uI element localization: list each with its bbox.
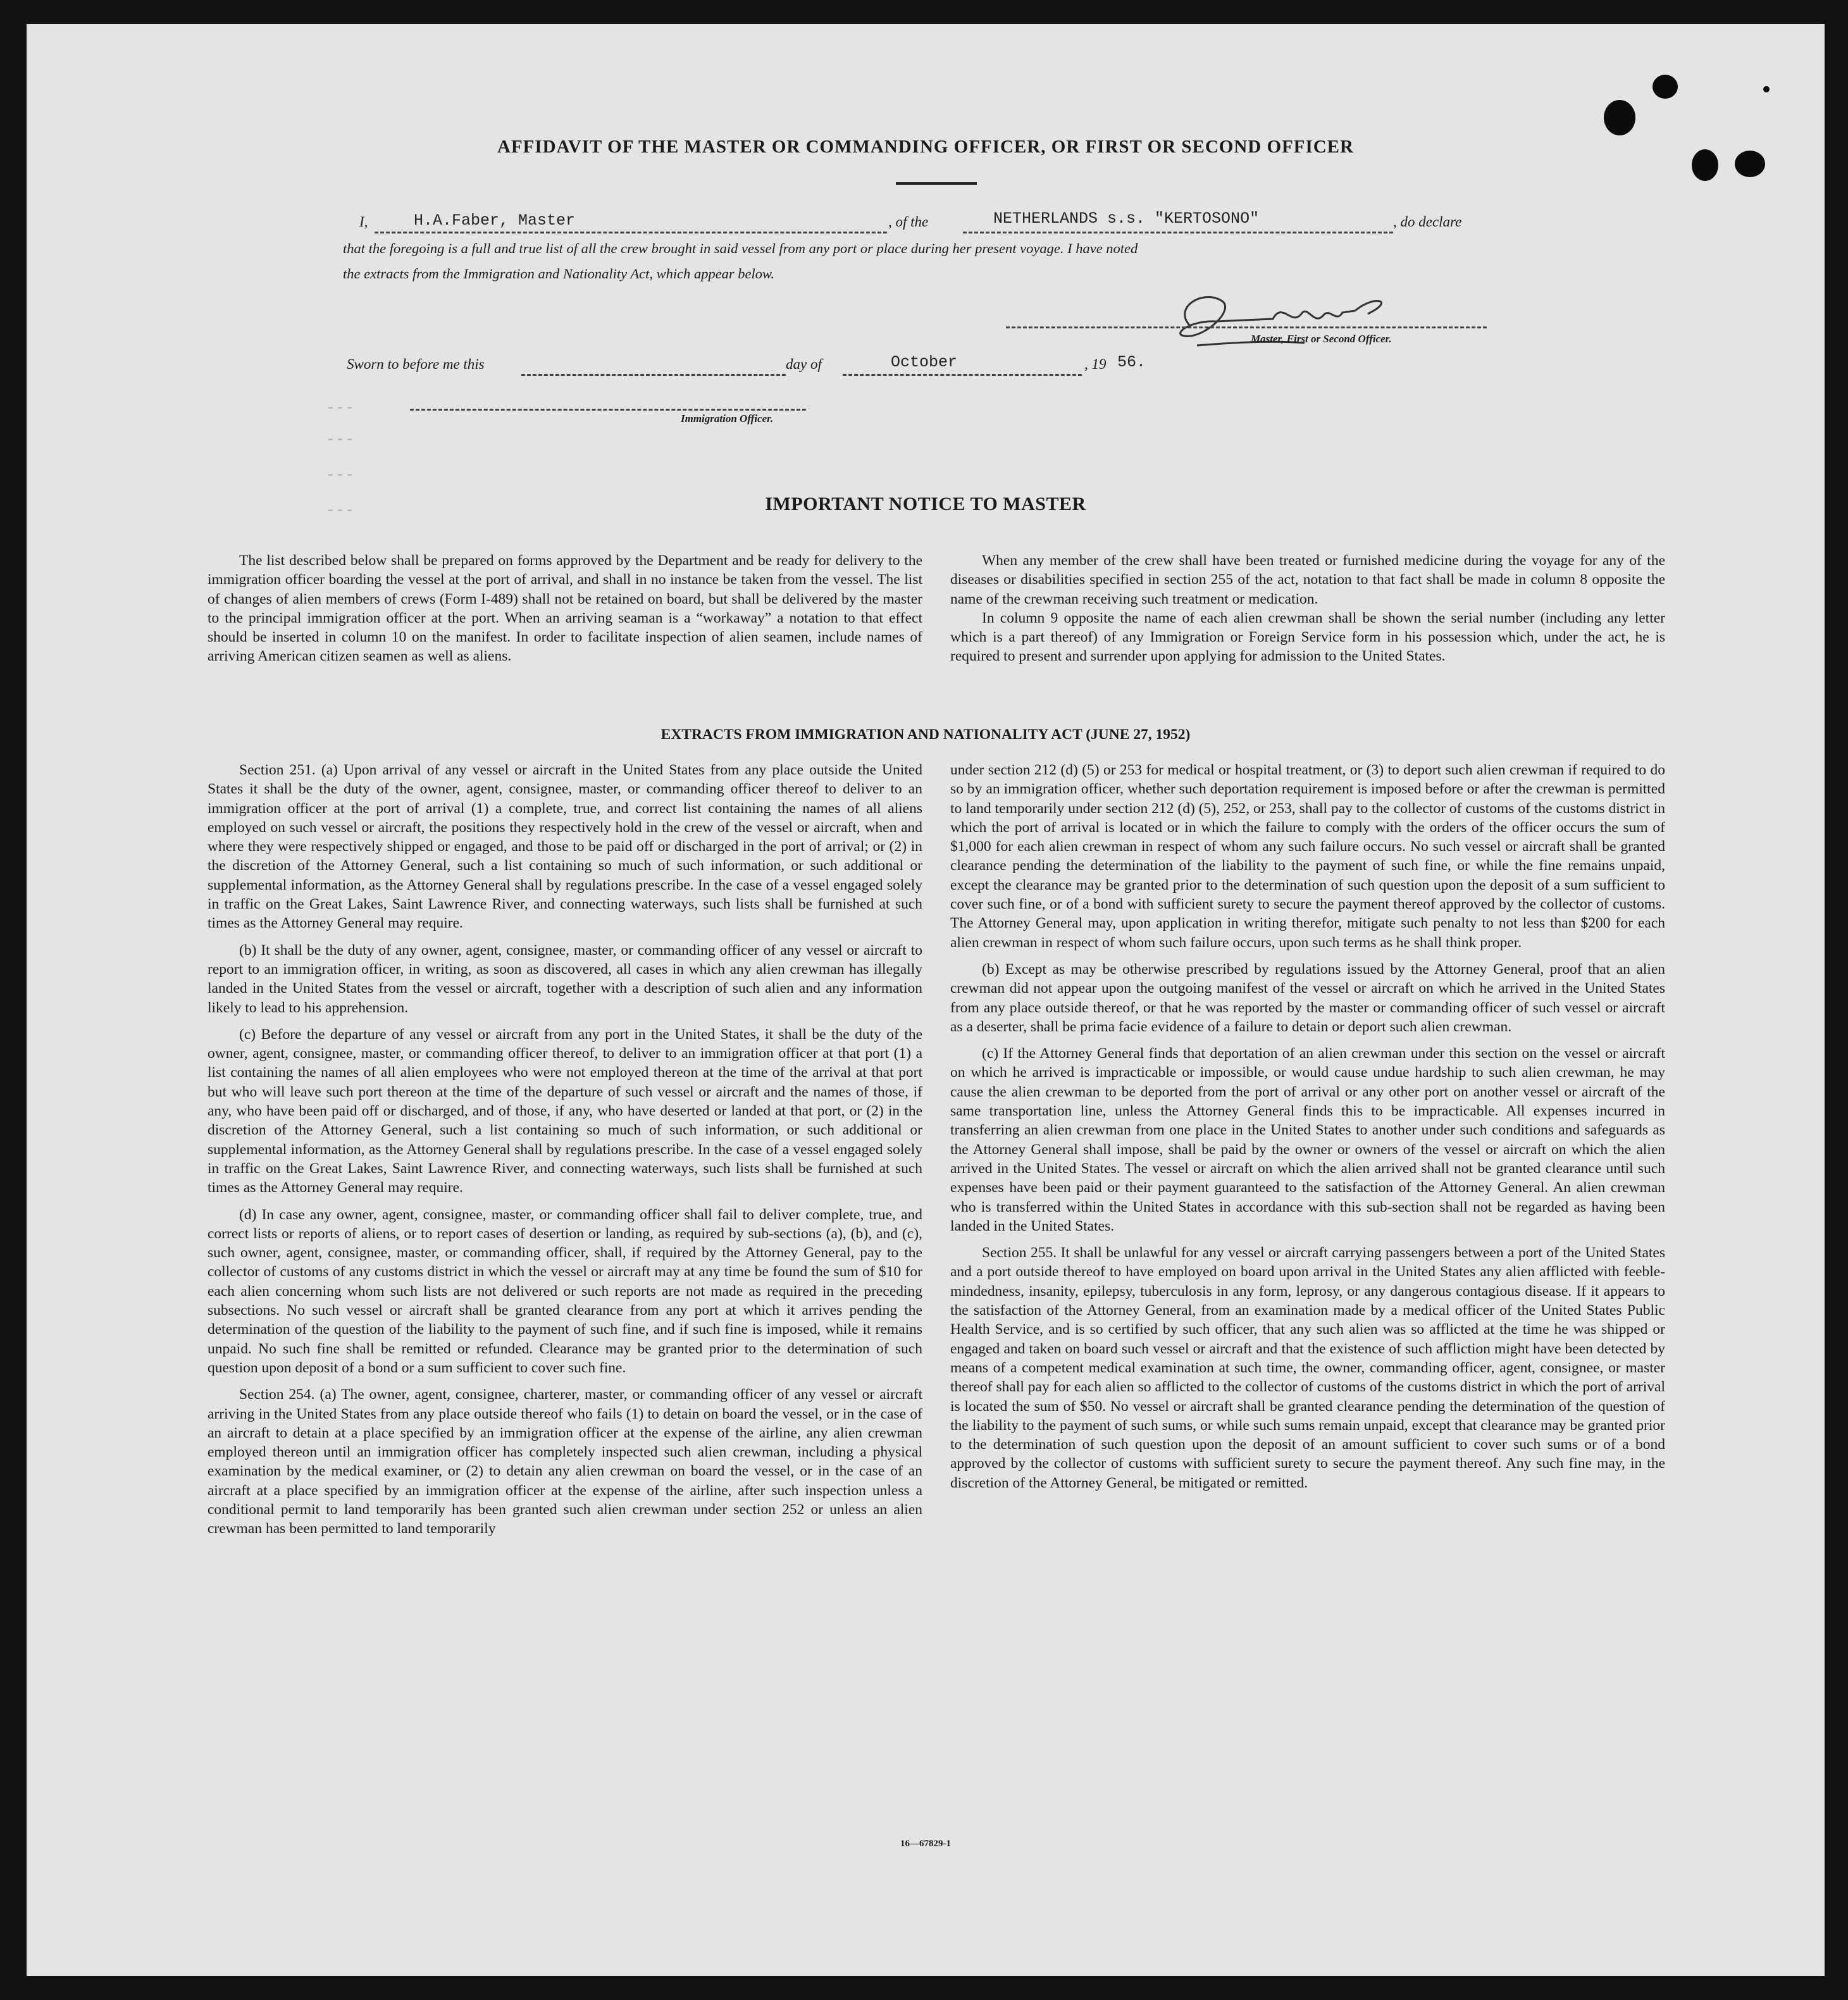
vessel-name-line <box>963 232 1393 233</box>
vessel-name-value: NETHERLANDS s.s. "KERTOSONO" <box>993 209 1260 228</box>
sworn-month-line <box>843 374 1082 376</box>
extracts-right-column <box>950 761 1665 1493</box>
ink-blot <box>1653 75 1678 99</box>
notice-title: IMPORTANT NOTICE TO MASTER <box>765 494 1086 514</box>
master-signature <box>1146 282 1437 358</box>
section-251-b: (b) It shall be the duty of any owner, agent, consignee, master, or commanding officer of any vessel or aircraft to report to an immigration officer, in writing, as soon as discovered, all cases in which any alien crewman has illegally landed in the United States from the vessel or aircraft, together with a description of such alien and any information likely to lead to his apprehension. <box>208 941 922 1016</box>
declaration-text-line2: the extracts from the Immigration and Nationality Act, which appear below. <box>343 266 775 282</box>
declaration-of-the-label: , of the <box>888 214 929 230</box>
section-251-d: (d) In case any owner, agent, consignee, master, or commanding officer shall fail to deliver complete, true, and correct lists or reports of aliens, or to report cases of desertion or landing, as required by sub-sections (a), (b), and (c), such owner, agent, consignee, master, or commanding officer, shall, if required by the Attorney General, pay to the collector of customs of any customs district in which the vessel or aircraft may at any time be found the sum of $10 for each alien concerning whom such lists are not delivered or such reports are not made as required in the preceding subsections. No such vessel or aircraft shall be granted clearance from any port at which it arrives pending the determination of the question of the liability to the payment of such fine, and if such fine is imposed, while it remains unpaid. No such fine shall be remitted or refunded. Clearance may be granted prior to the determination of such question upon deposit of a bond or a sum sufficient to cover such fine. <box>208 1206 922 1376</box>
notice-left-paragraph: The list described below shall be prepared on forms approved by the Department and be ready for delivery to the immigration officer boarding the vessel at the port of arrival, and shall in no instance be taken from the vessel. The list of changes of alien members of crews (Form I-489) shall not be retained on board, but shall be delivered by the master to the principal immigration officer at the port. When an arriving seaman is a “workaway” a notation to that effect should be inserted in column 10 on the manifest. In order to facilitate inspection of alien seamen, include names of arriving American citizen seamen as well as aliens. <box>208 552 922 665</box>
ink-blot <box>1763 86 1770 92</box>
notice-right-paragraph-2: In column 9 opposite the name of each alien crewman shall be shown the serial number (including any letter which is a part thereof) of any Immigration or Foreign Service form in his possession which, under the act, he is required to present and surrender upon applying for admission to the United States. <box>950 609 1665 665</box>
extracts-left-column <box>208 761 922 1539</box>
notice-right-paragraph-1: When any member of the crew shall have been treated or furnished medicine during the voyage for any of the diseases or disabilities specified in section 255 of the act, notation to that fact shall be made in column 8 opposite the name of the crewman receiving such treatment or medication. <box>950 552 1665 607</box>
extracts-title: EXTRACTS FROM IMMIGRATION AND NATIONALITY ACT (JUNE 27, 1952) <box>660 726 1191 743</box>
signature-caption: Master, First or Second Officer. <box>1251 333 1392 345</box>
immigration-officer-caption: Immigration Officer. <box>681 413 774 425</box>
sworn-year-value: 56. <box>1117 353 1146 371</box>
section-255: Section 255. It shall be unlawful for any vessel or aircraft carrying passengers between a port of the United States and a port outside thereof to have employed on board upon arrival in the United States any alien afflicted with feeble-mindedness, insanity, epilepsy, tuberculosis in any form, leprosy, or any dangerous contagious disease. If it appears to the satisfaction of the Attorney General, from an examination made by a medical officer of the United States Public Health Service, and is so certified by such officer, that any such alien was so afflicted at the time he was shipped or engaged and taken on board such vessel or aircraft and that the existence of such affliction might have been detected by means of a competent medical examination at such time, the owner, commanding officer, agent, consignee, or master thereof shall pay for each alien so afflicted to the collector of customs of the customs district in which the port of arrival is located the sum of $50. No vessel or aircraft shall be granted clearance pending the determination of the question of the liability to the payment of such sums, or while such sums remain unpaid, except that clearance may be granted prior to the determination of such question upon the deposit of an amount sufficient to cover such sums or of a bond approved by the collector of customs with sufficient surety to secure the payment thereof. Any such fine may, in the discretion of the Attorney General, be mitigated or remitted. <box>950 1245 1665 1491</box>
master-name-line <box>375 232 887 233</box>
sworn-day-line <box>521 374 786 376</box>
signature-line <box>1006 326 1487 328</box>
bleed-through-mark: - - - <box>328 464 352 483</box>
title-underline <box>896 182 977 185</box>
bleed-through-mark: - - - <box>328 429 352 447</box>
sworn-month-value: October <box>891 353 958 371</box>
sworn-label: Sworn to before me this <box>347 356 485 372</box>
bleed-through-mark: - - - <box>328 397 352 416</box>
affidavit-title: AFFIDAVIT OF THE MASTER OR COMMANDING OFFICER, OR FIRST OR SECOND OFFICER <box>497 137 1354 157</box>
master-name-value: H.A.Faber, Master <box>414 211 576 230</box>
notice-right-column <box>950 551 1665 666</box>
declaration-do-declare-label: , do declare <box>1393 214 1462 230</box>
form-number: 16—67829-1 <box>900 1839 951 1849</box>
section-254-a: Section 254. (a) The owner, agent, consignee, charterer, master, or commanding officer of any vessel or aircraft arriving in the United States from any place outside thereof who fails (1) to detain on board the vessel, or in the case of an aircraft to detain at a place specified by an immigration officer at the expense of the airline, any alien crewman employed thereon until an immigration officer has completely inspected such alien crewman, including a physical examination by the medical examiner, or (2) to detain any alien crewman on board the vessel, or in the case of an aircraft at a place specified by an immigration officer at the expense of the airline, after such inspection unless a conditional permit to land temporarily has been granted such alien crewman under section 252 or unless an alien crewman has been permitted to land temporarily <box>208 1386 922 1537</box>
declaration-i-label: I, <box>359 214 368 230</box>
ink-blot <box>1604 100 1635 135</box>
section-251-a: Section 251. (a) Upon arrival of any vessel or aircraft in the United States from any place outside the United States it shall be the duty of the owner, agent, consignee, master, or commanding officer thereof to deliver to an immigration officer at the port of arrival (1) a complete, true, and correct list containing the names of all aliens employed on such vessel or aircraft, the positions they respectively hold in the crew of the vessel or aircraft, when and where they were respectively shipped or engaged, and those to be paid off or discharged in the port of arrival; or (2) in the discretion of the Attorney General, such a list containing so much of such information, or such additional or supplemental information, as the Attorney General shall by regulations prescribe. In the case of a vessel engaged solely in traffic on the Great Lakes, Saint Lawrence River, and connecting waterways, such lists shall be furnished at such times as the Attorney General may require. <box>208 762 922 932</box>
section-251-c: (c) Before the departure of any vessel or aircraft from any port in the United States, it shall be the duty of the owner, agent, consignee, master, or commanding officer thereof, to deliver to an immigration officer at that port (1) a list containing the names of all alien employees who were not employed thereon at the time of the arrival at that port but who will leave such port thereon at the time of the departure of such vessel or aircraft and the names of those, if any, who have been paid off or discharged, and of those, if any, who have deserted or landed at that port, or (2) in the discretion of the Attorney General, such a list containing so much of such information, or such additional or supplemental information, as the Attorney General shall by regulations prescribe. In the case of a vessel engaged solely in traffic on the Great Lakes, Saint Lawrence River, and connecting waterways, such lists shall be furnished at such times as the Attorney General may require. <box>208 1026 922 1196</box>
bleed-through-mark: - - - <box>328 500 352 518</box>
section-254-a-continued: under section 212 (d) (5) or 253 for medical or hospital treatment, or (3) to deport such alien crewman if required to do so by an immigration officer, whether such deportation requirement is imposed before or after the crewman is permitted to land temporarily under section 212 (d) (5), 252, or 253, shall pay to the collector of customs of the customs district in which the port of arrival is located or in which the failure to comply with the orders of the officer occurs the sum of $1,000 for each alien crewman in respect of whom any such failure occurs. No such vessel or aircraft shall be granted clearance pending the determination of the liability to the payment of such fine, or while the fine remains unpaid, except the clearance may be granted prior to the determination of such question upon the deposit of a sum sufficient to cover such fine, or of a bond with sufficient surety to secure the payment thereof approved by the collector of customs. The Attorney General may, upon application in writing therefor, mitigate such penalty to not less than $200 for each alien crewman in respect of whom such failure occurs, upon such terms as he shall think proper. <box>950 762 1665 951</box>
section-254-c: (c) If the Attorney General finds that deportation of an alien crewman under this section on the vessel or aircraft on which he arrived is impracticable or impossible, or would cause undue hardship to such alien crewman, he may cause the alien crewman to be deported from the port of arrival or any other port on another vessel or aircraft of the same transportation line, unless the Attorney General finds this to be impracticable. All expenses incurred in transferring an alien crewman from one place in the United States to another under such conditions and safeguards as the Attorney General shall impose, shall be paid by the owner or owners of the vessel or aircraft on which the alien arrived in the United States. The vessel or aircraft on which the alien arrived shall not be granted clearance until such expenses have been paid or their payment guaranteed to the satisfaction of the Attorney General. An alien crewman who is transferred within the United States in accordance with this sub-section shall not be regarded as having been landed in the United States. <box>950 1045 1665 1234</box>
section-254-b: (b) Except as may be otherwise prescribed by regulations issued by the Attorney General, proof that an alien crewman did not appear upon the outgoing manifest of the vessel or aircraft on which he arrived in the United States from any place outside thereof, or that he was reported by the master or commanding officer of such vessel or aircraft as a deserter, shall be prima facie evidence of a failure to detain or deport such alien crewman. <box>950 960 1665 1035</box>
day-of-label: day of <box>786 356 822 372</box>
notice-left-column <box>208 551 922 666</box>
immigration-officer-line <box>410 409 806 411</box>
declaration-text-line1: that the foregoing is a full and true list of all the crew brought in said vessel from any port or place during her present voyage. I have noted <box>343 240 1138 256</box>
sworn-year-prefix: , 19 <box>1084 356 1107 372</box>
document-page <box>27 24 1825 1976</box>
